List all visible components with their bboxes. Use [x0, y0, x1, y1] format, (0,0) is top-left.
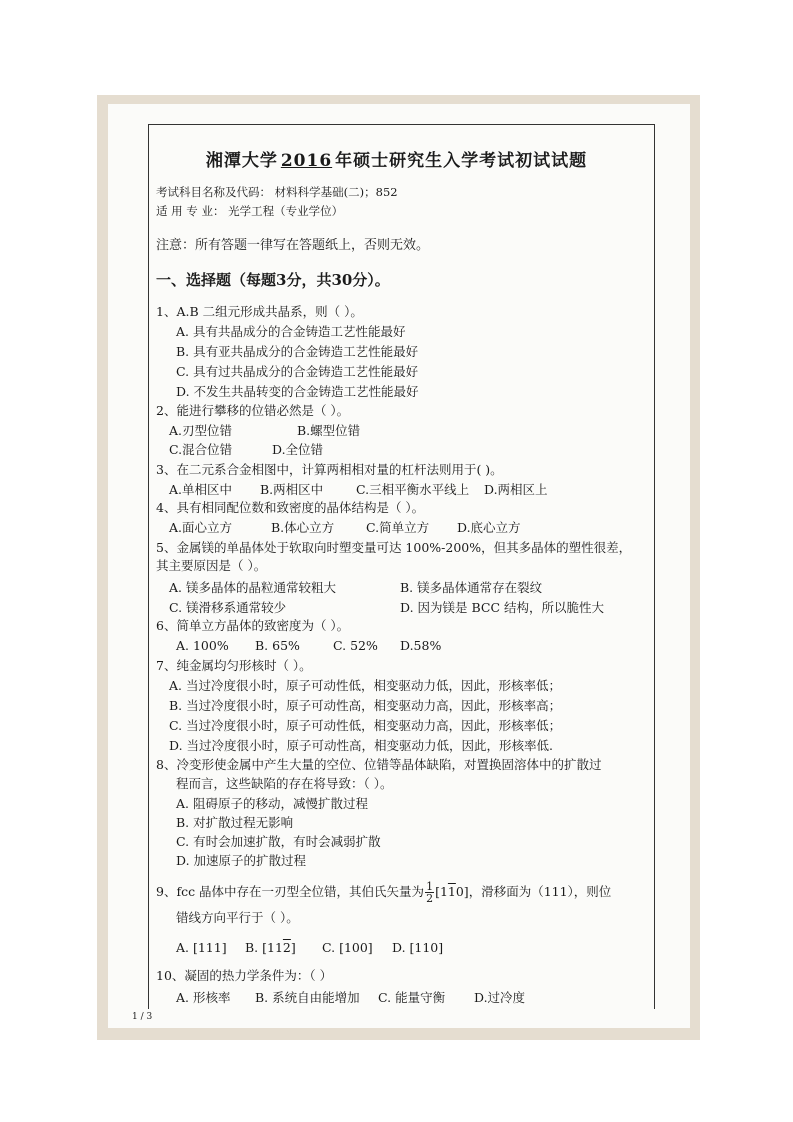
- q2-option-d: D.全位错: [272, 442, 324, 457]
- q7-option-b: B. 当过冷度很小时，原子可动性高，相变驱动力高，因此，形核率高；: [169, 698, 562, 713]
- q8-stem-line1: 8、冷变形使金属中产生大量的空位、位错等晶体缺陷，对置换固溶体中的扩散过: [156, 757, 602, 772]
- q7-option-d: D. 当过冷度很小时，原子可动性高，相变驱动力低，因此，形核率低.: [169, 738, 553, 753]
- q6-option-c: C. 52%: [333, 638, 378, 653]
- q9-stem-line2: 错线方向平行于（ ）。: [176, 910, 299, 925]
- page-title: 湘潭大学 2016 年硕士研究生入学考试初试试题: [205, 151, 588, 171]
- q9-fraction: $\frac{1}{2}$: [426, 880, 434, 905]
- q5-option-d: D. 因为镁是 BCC 结构，所以脆性大: [400, 600, 605, 615]
- major-line: 适 用 专 业： 光学工程（专业学位）: [156, 204, 344, 218]
- q7-option-a: A. 当过冷度很小时，原子可动性低，相变驱动力低，因此，形核率低；: [169, 678, 561, 693]
- q4-stem: 4、具有相同配位数和致密度的晶体结构是（ ）。: [156, 500, 425, 515]
- q4-option-b: B.体心立方: [271, 520, 335, 535]
- section-title: 一、选择题（每题3分，共30分）。: [156, 271, 390, 289]
- q8-option-b: B. 对扩散过程无影响: [176, 815, 294, 830]
- q3-option-c: C.三相平衡水平线上: [356, 482, 470, 497]
- q9-option-d: D. [110]: [392, 940, 444, 955]
- subject-line: 考试科目名称及代码： 材料科学基础(二)；852: [156, 185, 398, 199]
- q9-option-c: C. [100]: [322, 940, 373, 955]
- q2-stem: 2、能进行攀移的位错必然是（ ）。: [156, 403, 350, 418]
- q8-option-d: D. 加速原子的扩散过程: [176, 853, 307, 868]
- q6-option-d: D.58%: [400, 638, 442, 653]
- q6-stem: 6、简单立方晶体的致密度为（ ）。: [156, 618, 350, 633]
- q2-option-a: A.刃型位错: [169, 423, 233, 438]
- q9-option-b: B. [112]: [245, 940, 296, 955]
- q3-option-d: D.两相区上: [484, 482, 548, 497]
- q1-option-a: A. 具有共晶成分的合金铸造工艺性能最好: [176, 324, 406, 339]
- q3-stem: 3、在二元系合金相图中，计算两相相对量的杠杆法则用于( )。: [156, 462, 503, 477]
- q10-option-c: C. 能量守衡: [378, 990, 446, 1005]
- q3-option-b: B.两相区中: [260, 482, 324, 497]
- q8-stem-line2: 程而言，这些缺陷的存在将导致：（ ）。: [176, 776, 393, 791]
- q9-burgers-vector: [110]: [435, 884, 469, 899]
- q10-option-d: D.过冷度: [474, 990, 526, 1005]
- q4-option-c: C.简单立方: [366, 520, 430, 535]
- q7-stem: 7、纯金属均匀形核时（ ）。: [156, 658, 312, 673]
- q7-option-c: C. 当过冷度很小时，原子可动性低，相变驱动力高，因此，形核率低；: [169, 718, 562, 733]
- page-number: 1 / 3: [132, 1012, 153, 1022]
- q9-stem-line1: 9、fcc 晶体中存在一刃型全位错，其伯氏矢量为 $\frac{1}{2}$ [110]，滑移面为（111），则位: [156, 880, 612, 905]
- q8-option-a: A. 阻碍原子的移动，减慢扩散过程: [176, 796, 368, 811]
- q5-option-a: A. 镁多晶体的晶粒通常较粗大: [169, 580, 336, 595]
- exam-year: 2016: [280, 151, 333, 171]
- q5-option-c: C. 镁滑移系通常较少: [169, 600, 287, 615]
- q5-option-b: B. 镁多晶体通常存在裂纹: [400, 580, 543, 595]
- q1-stem: 1、A.B 二组元形成共晶系，则（ ）。: [156, 304, 363, 319]
- notice: 注意：所有答题一律写在答题纸上，否则无效。: [156, 238, 430, 253]
- q4-option-a: A.面心立方: [169, 520, 233, 535]
- q5-stem-line2: 其主要原因是（ ）。: [156, 558, 267, 573]
- q6-option-b: B. 65%: [255, 638, 300, 653]
- q1-option-c: C. 具有过共晶成分的合金铸造工艺性能最好: [176, 364, 419, 379]
- q5-stem-line1: 5、金属镁的单晶体处于软取向时塑变量可达 100%-200%，但其多晶体的塑性很差，: [156, 540, 632, 555]
- q9-option-a: A. [111]: [176, 940, 227, 955]
- q6-option-a: A. 100%: [176, 638, 229, 653]
- q2-option-c: C.混合位错: [169, 442, 233, 457]
- q8-option-c: C. 有时会加速扩散，有时会减弱扩散: [176, 834, 381, 849]
- q1-option-d: D. 不发生共晶转变的合金铸造工艺性能最好: [176, 384, 419, 399]
- q3-option-a: A.单相区中: [169, 482, 233, 497]
- q4-option-d: D.底心立方: [457, 520, 521, 535]
- q10-stem: 10、凝固的热力学条件为：（ ）: [156, 968, 333, 983]
- q10-option-b: B. 系统自由能增加: [255, 990, 360, 1005]
- q1-option-b: B. 具有亚共晶成分的合金铸造工艺性能最好: [176, 344, 419, 359]
- q10-option-a: A. 形核率: [176, 990, 231, 1005]
- q2-option-b: B.螺型位错: [297, 423, 361, 438]
